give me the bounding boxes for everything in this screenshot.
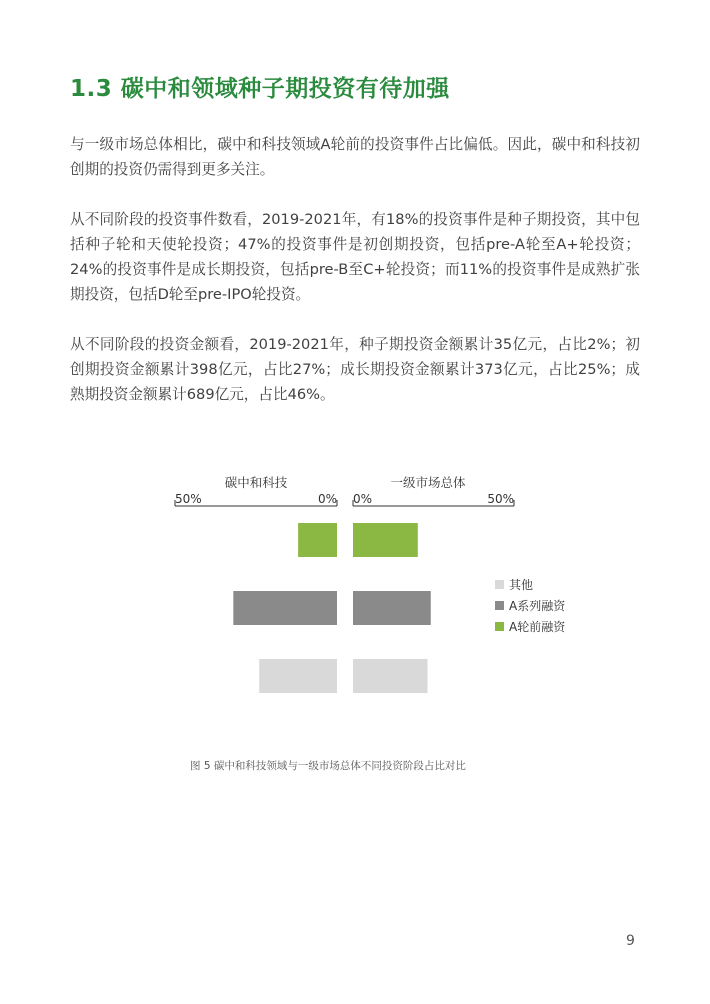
legend-label: A轮前融资 xyxy=(509,620,566,634)
body-paragraph-2: 从不同阶段的投资事件数看，2019-2021年，有18%的投资事件是种子期投资，其中包括种子轮和天使轮投资；47%的投资事件是初创期投资，包括pre-A轮至A+轮投资；24%的投资事件是成长期投资，包括pre-B至C+轮投资；而11%的投资事件是成熟扩张期投资，包括D轮至pre-IPO轮投资。 xyxy=(70,211,640,303)
legend-label: 其他 xyxy=(509,578,534,592)
section-heading: 1.3 碳中和领域种子期投资有待加强 xyxy=(70,76,450,102)
bar-right xyxy=(353,523,418,557)
body-paragraph-1: 与一级市场总体相比，碳中和科技领域A轮前的投资事件占比偏低。因此，碳中和科技初创期的投资仍需得到更多关注。 xyxy=(70,136,640,178)
bar-left xyxy=(233,591,337,625)
tick-label: 50% xyxy=(487,492,514,506)
figure-caption: 图 5 碳中和科技领域与一级市场总体不同投资阶段占比对比 xyxy=(190,760,466,772)
chart-legend xyxy=(495,574,565,637)
legend-swatch xyxy=(495,622,504,631)
body-paragraph-3: 从不同阶段的投资金额看，2019-2021年，种子期投资金额累计35亿元，占比2%；初创期投资金额累计398亿元，占比27%；成长期投资金额累计373亿元，占比25%；成熟期投资金额累计689亿元，占比46%。 xyxy=(70,336,640,403)
chart-bars xyxy=(233,523,430,693)
bar-right xyxy=(353,659,428,693)
bar-left xyxy=(259,659,337,693)
legend-item xyxy=(495,595,565,616)
bar-right xyxy=(353,591,431,625)
legend-swatch xyxy=(495,601,504,610)
legend-item xyxy=(495,616,565,637)
legend-item xyxy=(495,574,565,595)
tick-label: 0% xyxy=(353,492,373,506)
legend-swatch xyxy=(495,580,504,589)
page-number: 9 xyxy=(626,933,635,949)
left-panel-title: 碳中和科技 xyxy=(224,475,288,490)
bar-left xyxy=(298,523,337,557)
stage-comparison-chart xyxy=(170,470,530,700)
tick-label: 0% xyxy=(317,492,337,506)
tick-label: 50% xyxy=(175,492,202,506)
chart-canvas xyxy=(170,470,530,700)
legend-label: A系列融资 xyxy=(509,599,566,613)
right-panel-title: 一级市场总体 xyxy=(390,475,466,490)
